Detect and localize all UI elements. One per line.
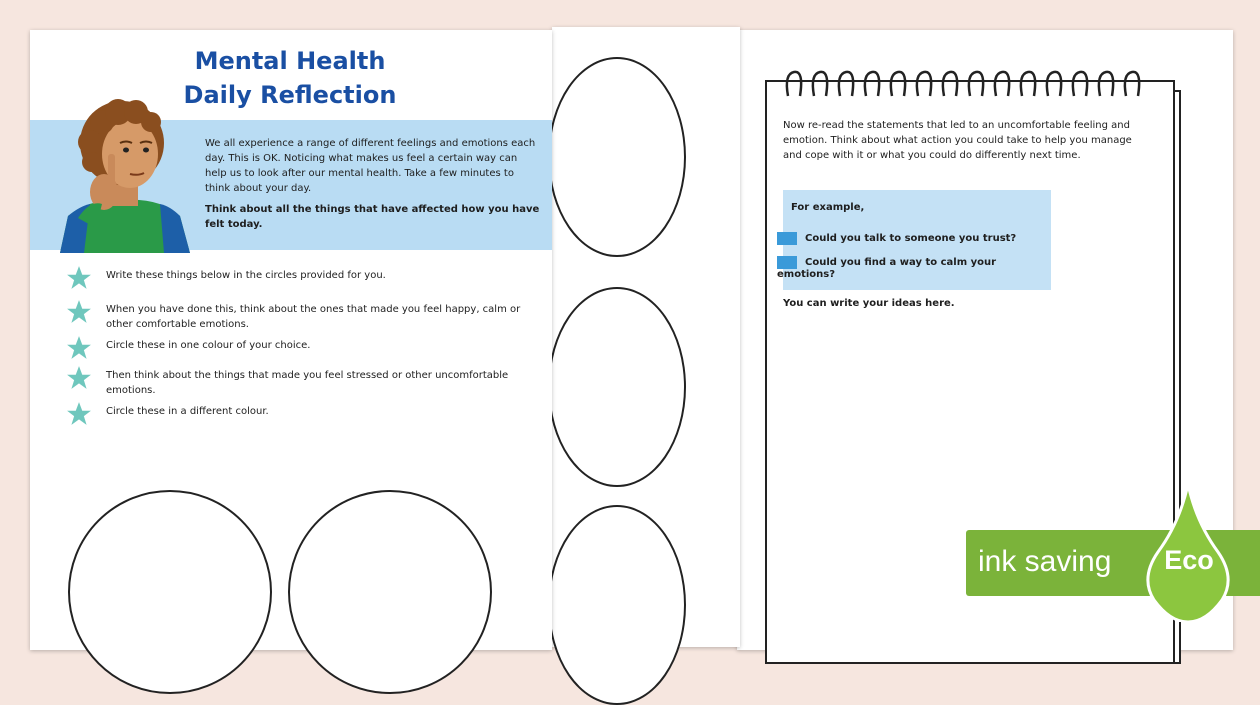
star-icon xyxy=(66,365,92,391)
instruction-item xyxy=(66,368,526,404)
star-icon xyxy=(66,265,92,291)
answer-circle xyxy=(548,57,686,257)
page-title xyxy=(180,44,400,112)
blue-square-icon xyxy=(777,232,797,245)
instruction-item xyxy=(66,268,526,302)
star-icon xyxy=(66,401,92,427)
star-icon xyxy=(66,299,92,325)
notebook-instructions: Now re-read the statements that led to an uncomfortable feeling and emotion. Think about what action you could take to help you manage and cope with it or what you could do differently next time. xyxy=(783,120,1132,161)
write-prompt: You can write your ideas here. xyxy=(783,298,955,309)
instruction-list xyxy=(66,268,526,434)
example-question xyxy=(777,256,1047,281)
example-question-text: Could you find a way to calm your emotions? xyxy=(777,257,997,280)
title-line-2: Daily Reflection xyxy=(183,81,397,109)
title-line-1: Mental Health xyxy=(194,47,386,75)
example-question-text: Could you talk to someone you trust? xyxy=(805,233,1017,244)
instruction-text: When you have done this, think about the ones that made you feel happy, calm or other comfortable emotions. xyxy=(106,304,521,330)
answer-circle xyxy=(288,490,492,694)
answer-circle xyxy=(548,287,686,487)
intro-bold-instruction: Think about all the things that have affected how you have felt today. xyxy=(205,204,540,230)
answer-circle xyxy=(68,490,272,694)
instruction-text: Write these things below in the circles provided for you. xyxy=(106,270,386,281)
instruction-item xyxy=(66,404,526,434)
answer-circle xyxy=(548,505,686,705)
example-question xyxy=(777,232,1047,245)
star-icon xyxy=(66,335,92,361)
intro-paragraph: We all experience a range of different feelings and emotions each day. This is OK. Noticing what makes us feel a certain way can help us to look after our mental health. Take a few minutes to think about your day. xyxy=(205,138,536,194)
ink-saving-label: ink saving xyxy=(978,545,1112,578)
eco-label: Eco xyxy=(1164,545,1214,575)
instruction-item xyxy=(66,338,526,368)
child-illustration xyxy=(50,88,200,253)
worksheet-page-1 xyxy=(30,30,552,650)
intro-text xyxy=(205,136,540,238)
blue-square-icon xyxy=(777,256,797,269)
instruction-item xyxy=(66,302,526,338)
example-box xyxy=(777,190,1051,290)
instruction-text: Then think about the things that made you feel stressed or other uncomfortable emotions. xyxy=(106,370,509,396)
example-heading: For example, xyxy=(791,202,865,213)
instruction-text: Circle these in a different colour. xyxy=(106,406,269,417)
worksheet-page-2 xyxy=(552,27,740,647)
spiral-binding-icon xyxy=(782,66,1162,100)
instruction-text: Circle these in one colour of your choice. xyxy=(106,340,311,351)
